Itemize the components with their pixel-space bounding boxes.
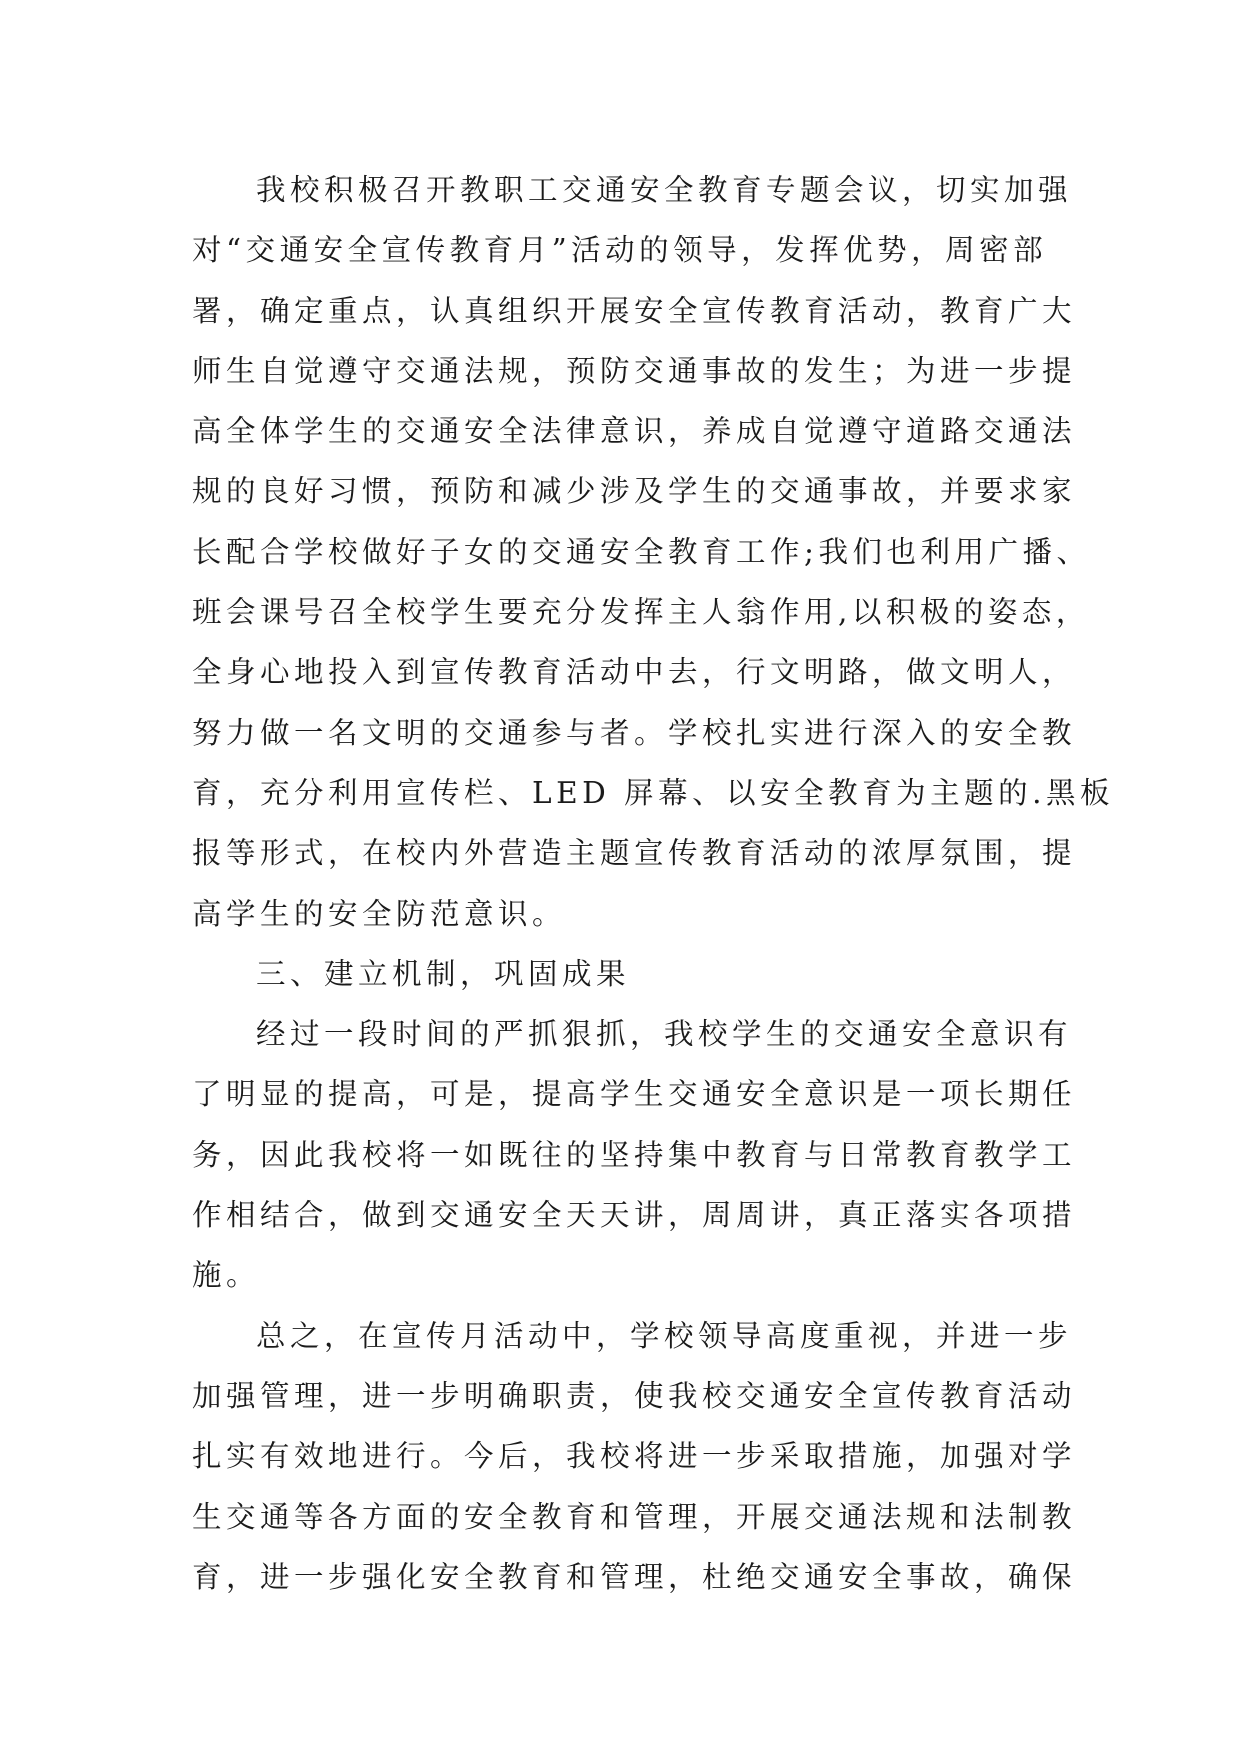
body-line: 班会课号召全校学生要充分发挥主人翁作用,以积极的姿态，: [192, 595, 1090, 630]
body-line: 生交通等各方面的安全教育和管理，开展交通法规和法制教: [192, 1499, 1077, 1534]
body-line: 施。: [192, 1258, 261, 1293]
body-line: 师生自觉遵守交通法规，预防交通事故的发生；为进一步提: [192, 353, 1077, 388]
body-line: 署，确定重点，认真组织开展安全宣传教育活动，教育广大: [192, 293, 1077, 328]
body-line: 务，因此我校将一如既往的坚持集中教育与日常教育教学工: [192, 1137, 1077, 1172]
body-line: 努力做一名文明的交通参与者。学校扎实进行深入的安全教: [192, 715, 1077, 750]
section-heading: 三、建立机制，巩固成果: [256, 956, 631, 991]
body-line: 我校积极召开教职工交通安全教育专题会议，切实加强: [256, 173, 1073, 207]
body-line: 高学生的安全防范意识。: [192, 896, 567, 931]
body-line: 对“交通安全宣传教育月”活动的领导，发挥优势，周密部: [192, 233, 1048, 268]
body-line: 高全体学生的交通安全法律意识，养成自觉遵守道路交通法: [192, 414, 1077, 449]
body-line: 育，充分利用宣传栏、LED 屏幕、以安全教育为主题的.黑板: [192, 775, 1115, 810]
body-line: 长配合学校做好子女的交通安全教育工作;我们也利用广播、: [192, 534, 1091, 569]
body-line: 报等形式，在校内外营造主题宣传教育活动的浓厚氛围，提: [192, 836, 1077, 871]
body-line: 作相结合，做到交通安全天天讲，周周讲，真正落实各项措: [192, 1198, 1077, 1233]
body-line: 了明显的提高，可是，提高学生交通安全意识是一项长期任: [192, 1077, 1077, 1112]
body-line: 加强管理，进一步明确职责，使我校交通安全宣传教育活动: [192, 1378, 1077, 1413]
body-line: 育，进一步强化安全教育和管理，杜绝交通安全事故，确保: [192, 1559, 1077, 1594]
body-line: 全身心地投入到宣传教育活动中去，行文明路，做文明人，: [192, 655, 1077, 690]
body-line: 扎实有效地进行。今后，我校将进一步采取措施，加强对学: [192, 1439, 1077, 1474]
body-line: 总之，在宣传月活动中，学校领导高度重视，并进一步: [256, 1318, 1073, 1353]
document-body: [192, 160, 1115, 1607]
body-line: 规的良好习惯，预防和减少涉及学生的交通事故，并要求家: [192, 474, 1077, 509]
body-line: 经过一段时间的严抓狠抓，我校学生的交通安全意识有: [256, 1017, 1073, 1052]
